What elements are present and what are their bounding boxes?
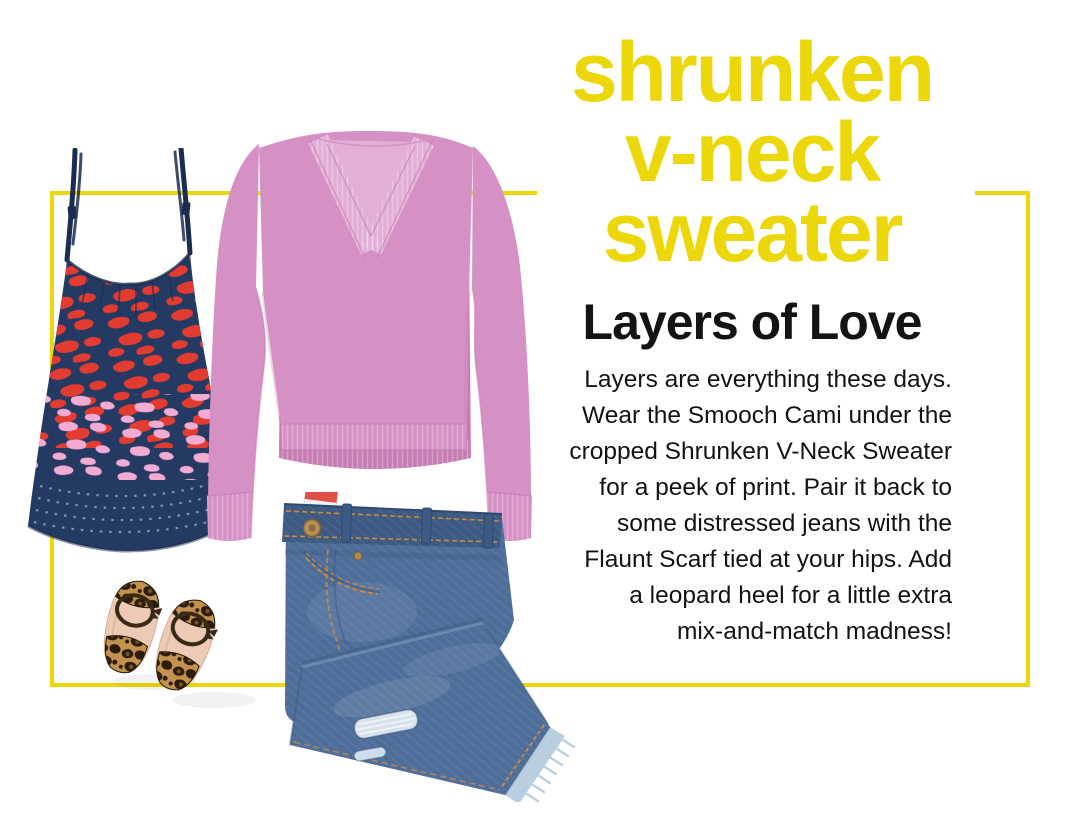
body-line: Layers are everything these days. (584, 366, 952, 393)
body-line: Flaunt Scarf tied at your hips. Add (584, 546, 952, 573)
leopard-heels-image (92, 560, 262, 735)
jeans-button (304, 520, 321, 537)
body-line: Wear the Smooch Cami under the (582, 402, 952, 429)
body-copy (502, 362, 952, 650)
subheading: Layers of Love (582, 294, 922, 350)
headline-line-2: v-neck (624, 105, 880, 199)
body-line: mix-and-match madness! (676, 618, 952, 645)
sweater-hem-band (281, 424, 467, 450)
body-line: some distressed jeans with the (617, 510, 952, 537)
jeans-rivet (354, 552, 362, 560)
headline (540, 25, 964, 279)
headline-line-3: sweater (602, 185, 902, 279)
headline-line-1: shrunken (570, 25, 934, 119)
body-line: for a peek of print. Pair it back to (599, 474, 952, 501)
v-neck-sweater-image (205, 122, 545, 547)
cami-straps (67, 148, 191, 260)
body-line: a leopard heel for a little extra (629, 582, 952, 609)
body-line: cropped Shrunken V-Neck Sweater (569, 438, 952, 465)
jeans-waistband (282, 504, 502, 548)
